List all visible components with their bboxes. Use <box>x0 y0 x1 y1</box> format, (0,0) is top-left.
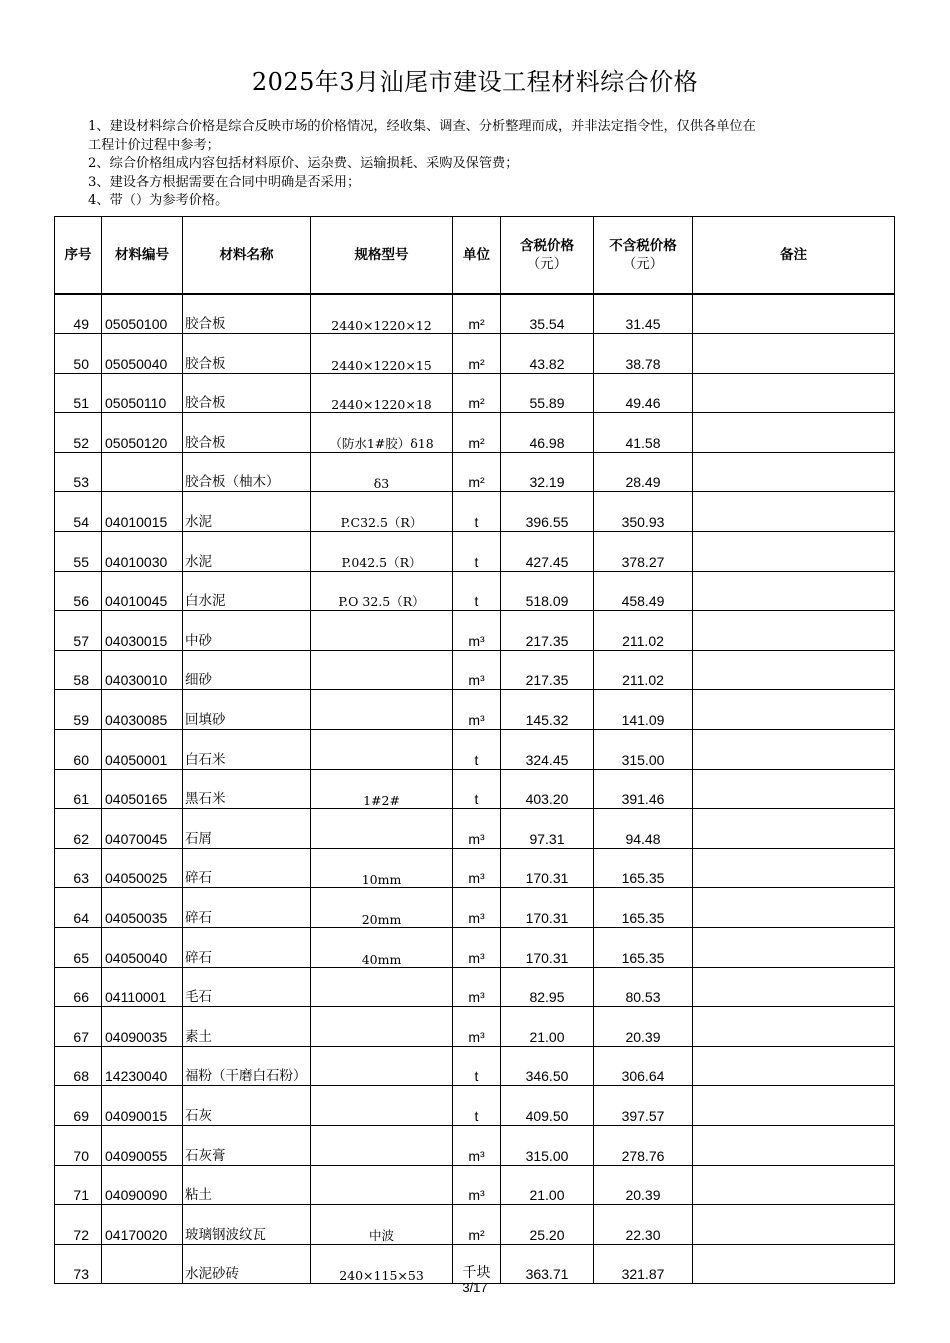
cell-remark <box>693 294 895 334</box>
cell-unit: m³ <box>453 848 501 888</box>
cell-name: 石灰 <box>183 1086 311 1126</box>
cell-name: 胶合板（柚木） <box>183 452 311 492</box>
cell-price-notax: 306.64 <box>594 1046 693 1086</box>
cell-name: 碎石 <box>183 928 311 968</box>
cell-spec: P.O 32.5（R） <box>311 571 453 611</box>
cell-name: 中砂 <box>183 611 311 651</box>
cell-price-notax: 165.35 <box>594 928 693 968</box>
cell-remark <box>693 888 895 928</box>
cell-code: 04050165 <box>102 769 183 809</box>
cell-name: 福粉（干磨白石粉） <box>183 1046 311 1086</box>
cell-unit: 千块 <box>453 1244 501 1284</box>
cell-unit: m³ <box>453 611 501 651</box>
table-row <box>55 413 895 453</box>
table-row <box>55 650 895 690</box>
cell-spec <box>311 1086 453 1126</box>
table-row <box>55 294 895 334</box>
cell-price-tax: 217.35 <box>501 611 594 651</box>
table-row <box>55 373 895 413</box>
cell-code: 14230040 <box>102 1046 183 1086</box>
cell-seq: 66 <box>55 967 102 1007</box>
cell-price-notax: 80.53 <box>594 967 693 1007</box>
cell-unit: t <box>453 1086 501 1126</box>
cell-name: 胶合板 <box>183 334 311 374</box>
cell-code <box>102 452 183 492</box>
note-line: 3、建设各方根据需要在合同中明确是否采用； <box>88 174 361 190</box>
cell-price-tax: 55.89 <box>501 373 594 413</box>
cell-unit: m³ <box>453 1125 501 1165</box>
cell-spec <box>311 1046 453 1086</box>
cell-name: 回填砂 <box>183 690 311 730</box>
cell-unit: t <box>453 1046 501 1086</box>
cell-price-notax: 397.57 <box>594 1086 693 1126</box>
cell-remark <box>693 1165 895 1205</box>
cell-price-tax: 35.54 <box>501 294 594 334</box>
header-price-notax-label: 不含税价格 <box>609 238 677 254</box>
table-row <box>55 1125 895 1165</box>
cell-spec: 1#2# <box>311 769 453 809</box>
cell-price-notax: 22.30 <box>594 1205 693 1245</box>
cell-spec <box>311 690 453 730</box>
table-row <box>55 690 895 730</box>
cell-name: 碎石 <box>183 848 311 888</box>
header-spec: 规格型号 <box>311 217 453 295</box>
cell-code: 04030085 <box>102 690 183 730</box>
cell-unit: m³ <box>453 1007 501 1047</box>
cell-code: 05050100 <box>102 294 183 334</box>
cell-remark <box>693 1007 895 1047</box>
cell-price-notax: 211.02 <box>594 611 693 651</box>
cell-name: 水泥 <box>183 492 311 532</box>
header-remark: 备注 <box>693 217 895 295</box>
cell-code: 04030015 <box>102 611 183 651</box>
cell-price-tax: 97.31 <box>501 809 594 849</box>
cell-remark <box>693 452 895 492</box>
cell-unit: m² <box>453 334 501 374</box>
cell-price-tax: 518.09 <box>501 571 594 611</box>
table-row <box>55 532 895 572</box>
cell-price-notax: 391.46 <box>594 769 693 809</box>
price-table <box>54 216 895 1284</box>
cell-name: 粘土 <box>183 1165 311 1205</box>
cell-price-tax: 409.50 <box>501 1086 594 1126</box>
cell-unit: m² <box>453 294 501 334</box>
cell-spec: 20mm <box>311 888 453 928</box>
cell-seq: 67 <box>55 1007 102 1047</box>
cell-seq: 68 <box>55 1046 102 1086</box>
cell-code: 04010030 <box>102 532 183 572</box>
cell-spec: 240×115×53 <box>311 1244 453 1284</box>
header-price-tax <box>501 217 594 295</box>
cell-remark <box>693 1205 895 1245</box>
cell-code: 04090015 <box>102 1086 183 1126</box>
cell-unit: m³ <box>453 809 501 849</box>
cell-seq: 59 <box>55 690 102 730</box>
cell-price-tax: 43.82 <box>501 334 594 374</box>
cell-unit: m³ <box>453 1165 501 1205</box>
header-price-notax <box>594 217 693 295</box>
cell-unit: m² <box>453 1205 501 1245</box>
cell-unit: t <box>453 492 501 532</box>
table-row <box>55 1046 895 1086</box>
cell-price-notax: 49.46 <box>594 373 693 413</box>
cell-price-notax: 20.39 <box>594 1007 693 1047</box>
cell-name: 碎石 <box>183 888 311 928</box>
cell-remark <box>693 413 895 453</box>
cell-price-notax: 141.09 <box>594 690 693 730</box>
cell-code: 04030010 <box>102 650 183 690</box>
cell-spec <box>311 611 453 651</box>
header-seq: 序号 <box>55 217 102 295</box>
cell-remark <box>693 809 895 849</box>
page-indicator: 3/17 <box>462 1280 488 1295</box>
cell-unit: t <box>453 571 501 611</box>
cell-unit: m³ <box>453 650 501 690</box>
cell-spec: δ3 <box>311 452 453 492</box>
cell-seq: 69 <box>55 1086 102 1126</box>
table-row <box>55 334 895 374</box>
cell-remark <box>693 611 895 651</box>
cell-price-tax: 32.19 <box>501 452 594 492</box>
cell-name: 黑石米 <box>183 769 311 809</box>
cell-price-notax: 321.87 <box>594 1244 693 1284</box>
cell-price-notax: 350.93 <box>594 492 693 532</box>
cell-spec <box>311 1125 453 1165</box>
cell-price-notax: 20.39 <box>594 1165 693 1205</box>
cell-unit: t <box>453 730 501 770</box>
cell-price-tax: 21.00 <box>501 1165 594 1205</box>
cell-spec: 10mm <box>311 848 453 888</box>
cell-name: 水泥 <box>183 532 311 572</box>
table-row <box>55 1165 895 1205</box>
cell-remark <box>693 1046 895 1086</box>
cell-price-tax: 363.71 <box>501 1244 594 1284</box>
cell-price-tax: 21.00 <box>501 1007 594 1047</box>
cell-price-notax: 378.27 <box>594 532 693 572</box>
cell-spec: P.042.5（R） <box>311 532 453 572</box>
cell-name: 胶合板 <box>183 294 311 334</box>
header-price-tax-unit: （元） <box>526 256 568 272</box>
table-row <box>55 928 895 968</box>
cell-price-notax: 31.45 <box>594 294 693 334</box>
cell-code: 04090055 <box>102 1125 183 1165</box>
cell-seq: 51 <box>55 373 102 413</box>
cell-price-notax: 41.58 <box>594 413 693 453</box>
cell-remark <box>693 373 895 413</box>
cell-code: 04010045 <box>102 571 183 611</box>
note-line: 1、建设材料综合价格是综合反映市场的价格情况，经收集、调查、分析整理而成，并非法定指令性，仅供各单位在 <box>88 119 756 134</box>
cell-unit: m³ <box>453 888 501 928</box>
table-row <box>55 452 895 492</box>
cell-remark <box>693 532 895 572</box>
table-row <box>55 888 895 928</box>
cell-seq: 61 <box>55 769 102 809</box>
cell-unit: m² <box>453 413 501 453</box>
cell-price-tax: 396.55 <box>501 492 594 532</box>
cell-price-tax: 403.20 <box>501 769 594 809</box>
cell-seq: 58 <box>55 650 102 690</box>
cell-price-notax: 165.35 <box>594 888 693 928</box>
cell-unit: t <box>453 532 501 572</box>
cell-spec <box>311 809 453 849</box>
cell-name: 胶合板 <box>183 373 311 413</box>
cell-price-tax: 324.45 <box>501 730 594 770</box>
cell-price-tax: 170.31 <box>501 928 594 968</box>
cell-name: 水泥砂砖 <box>183 1244 311 1284</box>
cell-code: 04070045 <box>102 809 183 849</box>
header-price-tax-label: 含税价格 <box>520 238 574 254</box>
cell-unit: m³ <box>453 928 501 968</box>
cell-name: 细砂 <box>183 650 311 690</box>
cell-price-notax: 28.49 <box>594 452 693 492</box>
cell-code: 04050001 <box>102 730 183 770</box>
cell-unit: t <box>453 769 501 809</box>
cell-name: 石灰膏 <box>183 1125 311 1165</box>
table-row <box>55 730 895 770</box>
cell-seq: 52 <box>55 413 102 453</box>
cell-price-tax: 315.00 <box>501 1125 594 1165</box>
cell-seq: 63 <box>55 848 102 888</box>
notes-block <box>88 118 878 211</box>
cell-seq: 56 <box>55 571 102 611</box>
cell-code <box>102 1244 183 1284</box>
cell-price-tax: 46.98 <box>501 413 594 453</box>
cell-seq: 65 <box>55 928 102 968</box>
cell-seq: 57 <box>55 611 102 651</box>
cell-code: 05050110 <box>102 373 183 413</box>
cell-price-tax: 217.35 <box>501 650 594 690</box>
cell-spec <box>311 967 453 1007</box>
cell-remark <box>693 730 895 770</box>
cell-price-tax: 145.32 <box>501 690 594 730</box>
cell-unit: m² <box>453 452 501 492</box>
table-row <box>55 967 895 1007</box>
cell-code: 04170020 <box>102 1205 183 1245</box>
cell-remark <box>693 571 895 611</box>
cell-price-notax: 211.02 <box>594 650 693 690</box>
table-row <box>55 848 895 888</box>
cell-remark <box>693 769 895 809</box>
note-line: 4、带（）为参考价格。 <box>88 193 229 208</box>
cell-price-notax: 278.76 <box>594 1125 693 1165</box>
cell-code: 04090090 <box>102 1165 183 1205</box>
table-row <box>55 1205 895 1245</box>
cell-name: 白石米 <box>183 730 311 770</box>
cell-unit: m³ <box>453 690 501 730</box>
table-row <box>55 1007 895 1047</box>
cell-price-tax: 25.20 <box>501 1205 594 1245</box>
cell-remark <box>693 1086 895 1126</box>
cell-code: 04010015 <box>102 492 183 532</box>
table-row <box>55 492 895 532</box>
cell-remark <box>693 690 895 730</box>
cell-seq: 50 <box>55 334 102 374</box>
cell-unit: m² <box>453 373 501 413</box>
cell-remark <box>693 492 895 532</box>
cell-remark <box>693 967 895 1007</box>
cell-seq: 72 <box>55 1205 102 1245</box>
cell-spec: P.C32.5（R） <box>311 492 453 532</box>
cell-spec: 2440×1220×15 <box>311 334 453 374</box>
cell-code: 04050025 <box>102 848 183 888</box>
cell-unit: m³ <box>453 967 501 1007</box>
cell-remark <box>693 848 895 888</box>
cell-price-tax: 170.31 <box>501 848 594 888</box>
cell-price-tax: 82.95 <box>501 967 594 1007</box>
cell-spec: 40mm <box>311 928 453 968</box>
table-row <box>55 1086 895 1126</box>
cell-name: 胶合板 <box>183 413 311 453</box>
cell-price-notax: 94.48 <box>594 809 693 849</box>
cell-price-notax: 315.00 <box>594 730 693 770</box>
cell-price-tax: 346.50 <box>501 1046 594 1086</box>
cell-price-notax: 165.35 <box>594 848 693 888</box>
cell-seq: 71 <box>55 1165 102 1205</box>
cell-code: 04110001 <box>102 967 183 1007</box>
cell-code: 04050035 <box>102 888 183 928</box>
cell-seq: 60 <box>55 730 102 770</box>
cell-code: 04050040 <box>102 928 183 968</box>
cell-spec <box>311 1007 453 1047</box>
cell-spec <box>311 650 453 690</box>
cell-seq: 62 <box>55 809 102 849</box>
table-row <box>55 1244 895 1284</box>
table-row <box>55 571 895 611</box>
table-header-row <box>55 217 895 295</box>
cell-seq: 49 <box>55 294 102 334</box>
cell-remark <box>693 1244 895 1284</box>
table-row <box>55 611 895 651</box>
cell-name: 毛石 <box>183 967 311 1007</box>
cell-name: 石屑 <box>183 809 311 849</box>
header-unit: 单位 <box>453 217 501 295</box>
cell-spec: 2440×1220×12 <box>311 294 453 334</box>
header-name: 材料名称 <box>183 217 311 295</box>
cell-spec: 中波 <box>311 1205 453 1245</box>
table-body <box>55 294 895 1284</box>
page-title: 2025年3月汕尾市建设工程材料综合价格 <box>251 68 699 96</box>
cell-price-tax: 170.31 <box>501 888 594 928</box>
cell-spec: （防水1#胶）δ18 <box>311 413 453 453</box>
cell-seq: 53 <box>55 452 102 492</box>
cell-seq: 54 <box>55 492 102 532</box>
cell-seq: 70 <box>55 1125 102 1165</box>
cell-remark <box>693 1125 895 1165</box>
cell-code: 05050040 <box>102 334 183 374</box>
cell-seq: 55 <box>55 532 102 572</box>
cell-price-tax: 427.45 <box>501 532 594 572</box>
cell-name: 玻璃钢波纹瓦 <box>183 1205 311 1245</box>
cell-seq: 64 <box>55 888 102 928</box>
cell-spec: 2440×1220×18 <box>311 373 453 413</box>
cell-price-notax: 458.49 <box>594 571 693 611</box>
cell-name: 素土 <box>183 1007 311 1047</box>
table-row <box>55 809 895 849</box>
cell-seq: 73 <box>55 1244 102 1284</box>
note-line: 工程计价过程中参考； <box>88 137 220 153</box>
header-price-notax-unit: （元） <box>622 256 664 272</box>
cell-price-notax: 38.78 <box>594 334 693 374</box>
cell-remark <box>693 928 895 968</box>
cell-code: 04090035 <box>102 1007 183 1047</box>
cell-code: 05050120 <box>102 413 183 453</box>
cell-spec <box>311 730 453 770</box>
table-row <box>55 769 895 809</box>
header-code: 材料编号 <box>102 217 183 295</box>
note-line: 2、综合价格组成内容包括材料原价、运杂费、运输损耗、采购及保管费； <box>88 156 519 171</box>
cell-name: 白水泥 <box>183 571 311 611</box>
cell-remark <box>693 650 895 690</box>
cell-remark <box>693 334 895 374</box>
cell-spec <box>311 1165 453 1205</box>
